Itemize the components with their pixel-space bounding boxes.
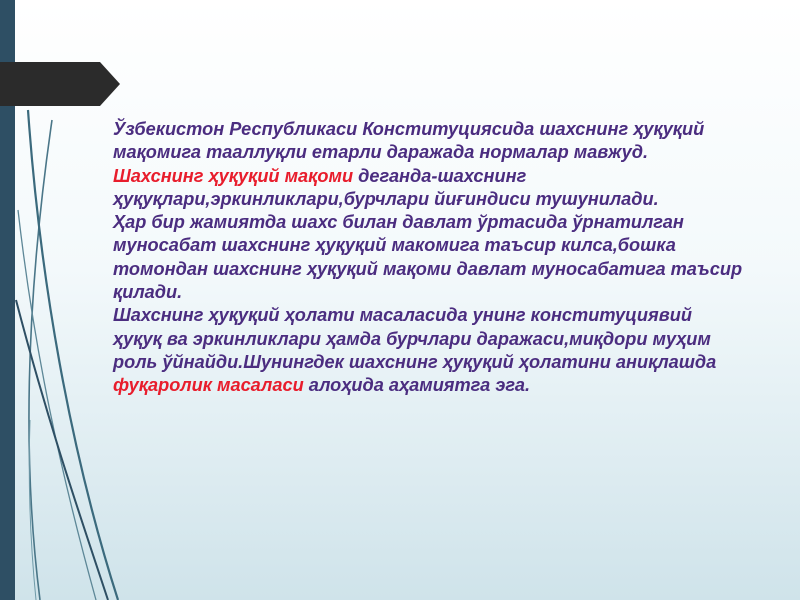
highlight-citizenship: фуқаролик масаласи <box>113 375 304 396</box>
highlight-legal-status: Шахснинг ҳуқуқий мақоми <box>113 165 354 186</box>
slide-body-text <box>113 118 743 398</box>
paragraph-definition-rest: деганда-шахснинг ҳуқуқлари,эркинликлари,бурчлари йиғиндиси тушунилади. <box>113 165 659 209</box>
paragraph-constitution-norms: Ўзбекистон Республикаси Конституциясида шахснинг ҳуқуқий мақомига тааллуқли етарли даражада нормалар мавжуд. <box>113 119 705 163</box>
paragraph-legal-status-definition <box>113 165 743 212</box>
title-tab-shape <box>0 62 120 106</box>
paragraph-citizenship-end: алоҳида аҳамиятга эга. <box>303 375 530 396</box>
paragraph-citizenship-start: Шахснинг ҳуқуқий ҳолати масаласида унинг конституциявий ҳуқуқ ва эркинликлари ҳамда бурчлари даражаси,миқдори муҳим роль ўйнайди.Шунингдек шахснинг ҳуқуқий ҳолатини аниқлашда <box>113 305 717 372</box>
paragraph-state-relation: Ҳар бир жамиятда шахс билан давлат ўртасида ўрнатилган муносабат шахснинг ҳуқуқий макомига таъсир килса,бошка томондан шахснинг ҳуқуқий мақоми давлат муносабатига таъсир қилади. <box>113 212 743 303</box>
paragraph-citizenship <box>113 304 743 397</box>
